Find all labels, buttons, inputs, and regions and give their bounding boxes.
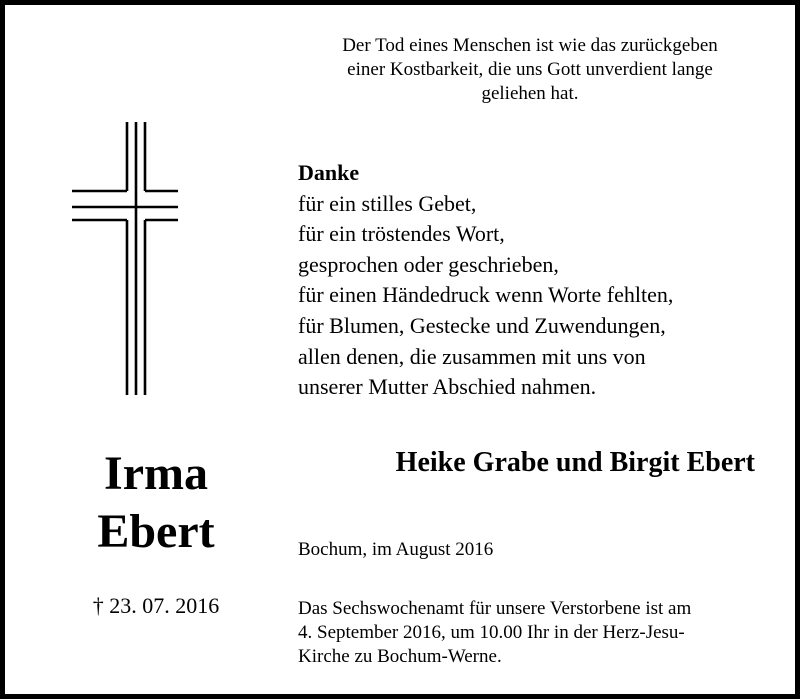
mass-line: Das Sechswochenamt für unsere Verstorbene ist am xyxy=(298,598,692,619)
quote-line: Der Tod eines Menschen ist wie das zurückgeben xyxy=(342,35,718,56)
thanks-line: für ein tröstendes Wort, xyxy=(298,221,505,247)
triple-line-cross-icon xyxy=(65,122,185,402)
thanks-text xyxy=(298,158,673,403)
thanks-line: gesprochen oder geschrieben, xyxy=(298,251,559,277)
thanks-line: für einen Händedruck wenn Worte fehlten, xyxy=(298,282,674,308)
memorial-quote xyxy=(295,34,765,106)
memorial-mass-notice xyxy=(298,597,691,669)
thanks-line: für Blumen, Gestecke und Zuwendungen, xyxy=(298,312,666,338)
mass-line: Kirche zu Bochum-Werne. xyxy=(298,646,502,667)
deceased-last-name: Ebert xyxy=(97,505,215,558)
quote-line: einer Kostbarkeit, die uns Gott unverdient lange xyxy=(347,59,713,80)
deceased-first-name: Irma xyxy=(104,447,208,500)
thanks-line: allen denen, die zusammen mit uns von xyxy=(298,343,646,369)
death-date: † 23. 07. 2016 xyxy=(92,593,220,618)
family-names: Heike Grabe und Birgit Ebert xyxy=(395,447,755,478)
thanks-heading: Danke xyxy=(298,160,360,185)
quote-line: geliehen hat. xyxy=(481,83,579,104)
place-date: Bochum, im August 2016 xyxy=(298,539,494,560)
thanks-line: für ein stilles Gebet, xyxy=(298,190,477,216)
deceased-name xyxy=(45,445,267,561)
mass-line: 4. September 2016, um 10.00 Ihr in der Herz-Jesu- xyxy=(298,622,685,643)
thanks-line: unserer Mutter Abschied nahmen. xyxy=(298,374,597,400)
